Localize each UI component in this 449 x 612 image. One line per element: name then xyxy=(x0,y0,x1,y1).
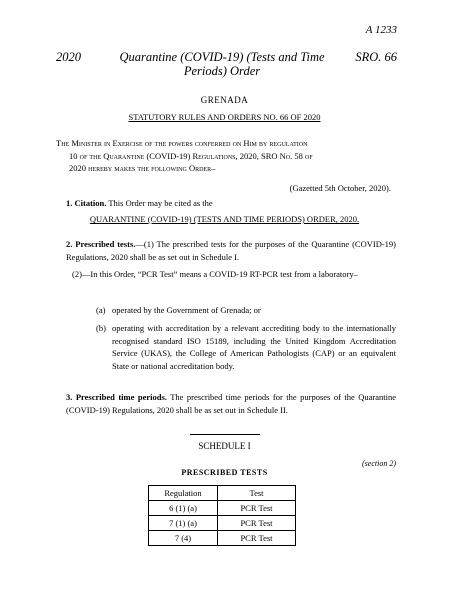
column-header-test: Test xyxy=(218,486,296,501)
country-heading: GRENADA xyxy=(200,95,249,105)
section-2-text: —(1) The prescribed tests for the purposes of the Quarantine (COVID-19) Regulations, 2020 shall be as set out in Schedule I. xyxy=(66,239,396,262)
preamble-line-2: 10 of the Quarantine (COVID-19) Regulations, 2020, SRO No. 58 of xyxy=(69,150,313,161)
section-2-heading: 2. Prescribed tests. xyxy=(66,239,136,249)
regulation-cell: 7 (1) (a) xyxy=(149,516,218,531)
section-3-text: The prescribed time periods for the purposes of the Quarantine (COVID-19) Regulations, 2020 shall be as set out in Schedule II. xyxy=(66,392,396,415)
section-1-text: This Order may be cited as the xyxy=(106,198,213,208)
section-3-heading: 3. Prescribed time periods. xyxy=(66,392,167,402)
preamble-line-1: The Minister in Exercise of the powers conferred on Him by regulation xyxy=(56,138,308,148)
section-2-sub-1 xyxy=(56,238,396,263)
table-row xyxy=(149,516,296,531)
schedule-title: SCHEDULE I xyxy=(198,441,251,451)
table-row xyxy=(149,531,296,546)
table-caption: PRESCRIBED TESTS xyxy=(181,468,268,477)
regulation-cell: 7 (4) xyxy=(149,531,218,546)
rules-reference: STATUTORY RULES AND ORDERS NO. 66 OF 2020 xyxy=(128,112,321,122)
regulation-cell: 6 (1) (a) xyxy=(149,501,218,516)
list-item-a xyxy=(96,304,396,317)
section-3 xyxy=(56,391,396,416)
section-2 xyxy=(56,238,396,263)
document-title: Quarantine (COVID-19) (Tests and Time Periods) Order xyxy=(119,50,325,78)
page-number: A 1233 xyxy=(365,24,397,36)
list-item-a-text: operated by the Government of Grenada; or xyxy=(112,305,261,315)
preamble-line-3: 2020 hereby makes the following Order– xyxy=(69,163,216,173)
section-1-heading: 1. Citation. xyxy=(66,198,107,208)
order-title: QUARANTINE (COVID-19) (TESTS AND TIME PERIODS) ORDER, 2020. xyxy=(89,214,360,224)
section-divider xyxy=(190,434,260,435)
test-cell: PCR Test xyxy=(218,516,296,531)
list-item-b xyxy=(96,322,396,372)
header-year: 2020 xyxy=(56,50,81,64)
gazette-date: (Gazetted 5th October, 2020). xyxy=(289,183,391,193)
list-item-b-text: operating with accreditation by a relevant accrediting body to the internationally recognised standard ISO 15189, including the United Kingdom Accreditation Service (UKAS), the College of American Pathologists (CAP) or an equivalent State or national accreditation body. xyxy=(112,323,396,371)
table-row xyxy=(149,501,296,516)
column-header-regulation: Regulation xyxy=(149,486,218,501)
sro-number: SRO. 66 xyxy=(355,50,397,64)
section-1 xyxy=(56,197,396,210)
test-cell: PCR Test xyxy=(218,501,296,516)
table-header-row xyxy=(149,486,296,501)
schedule-section-note: (section 2) xyxy=(362,459,396,468)
list-item-a-label: (a) xyxy=(96,305,106,315)
prescribed-tests-table xyxy=(148,485,296,546)
preamble xyxy=(56,137,396,175)
test-cell: PCR Test xyxy=(218,531,296,546)
section-2-sub-2 xyxy=(56,268,396,281)
list-item-b-label: (b) xyxy=(96,323,106,333)
section-2-sub-2-text: (2)—In this Order, “PCR Test” means a COVID-19 RT-PCR test from a laboratory– xyxy=(72,269,358,279)
